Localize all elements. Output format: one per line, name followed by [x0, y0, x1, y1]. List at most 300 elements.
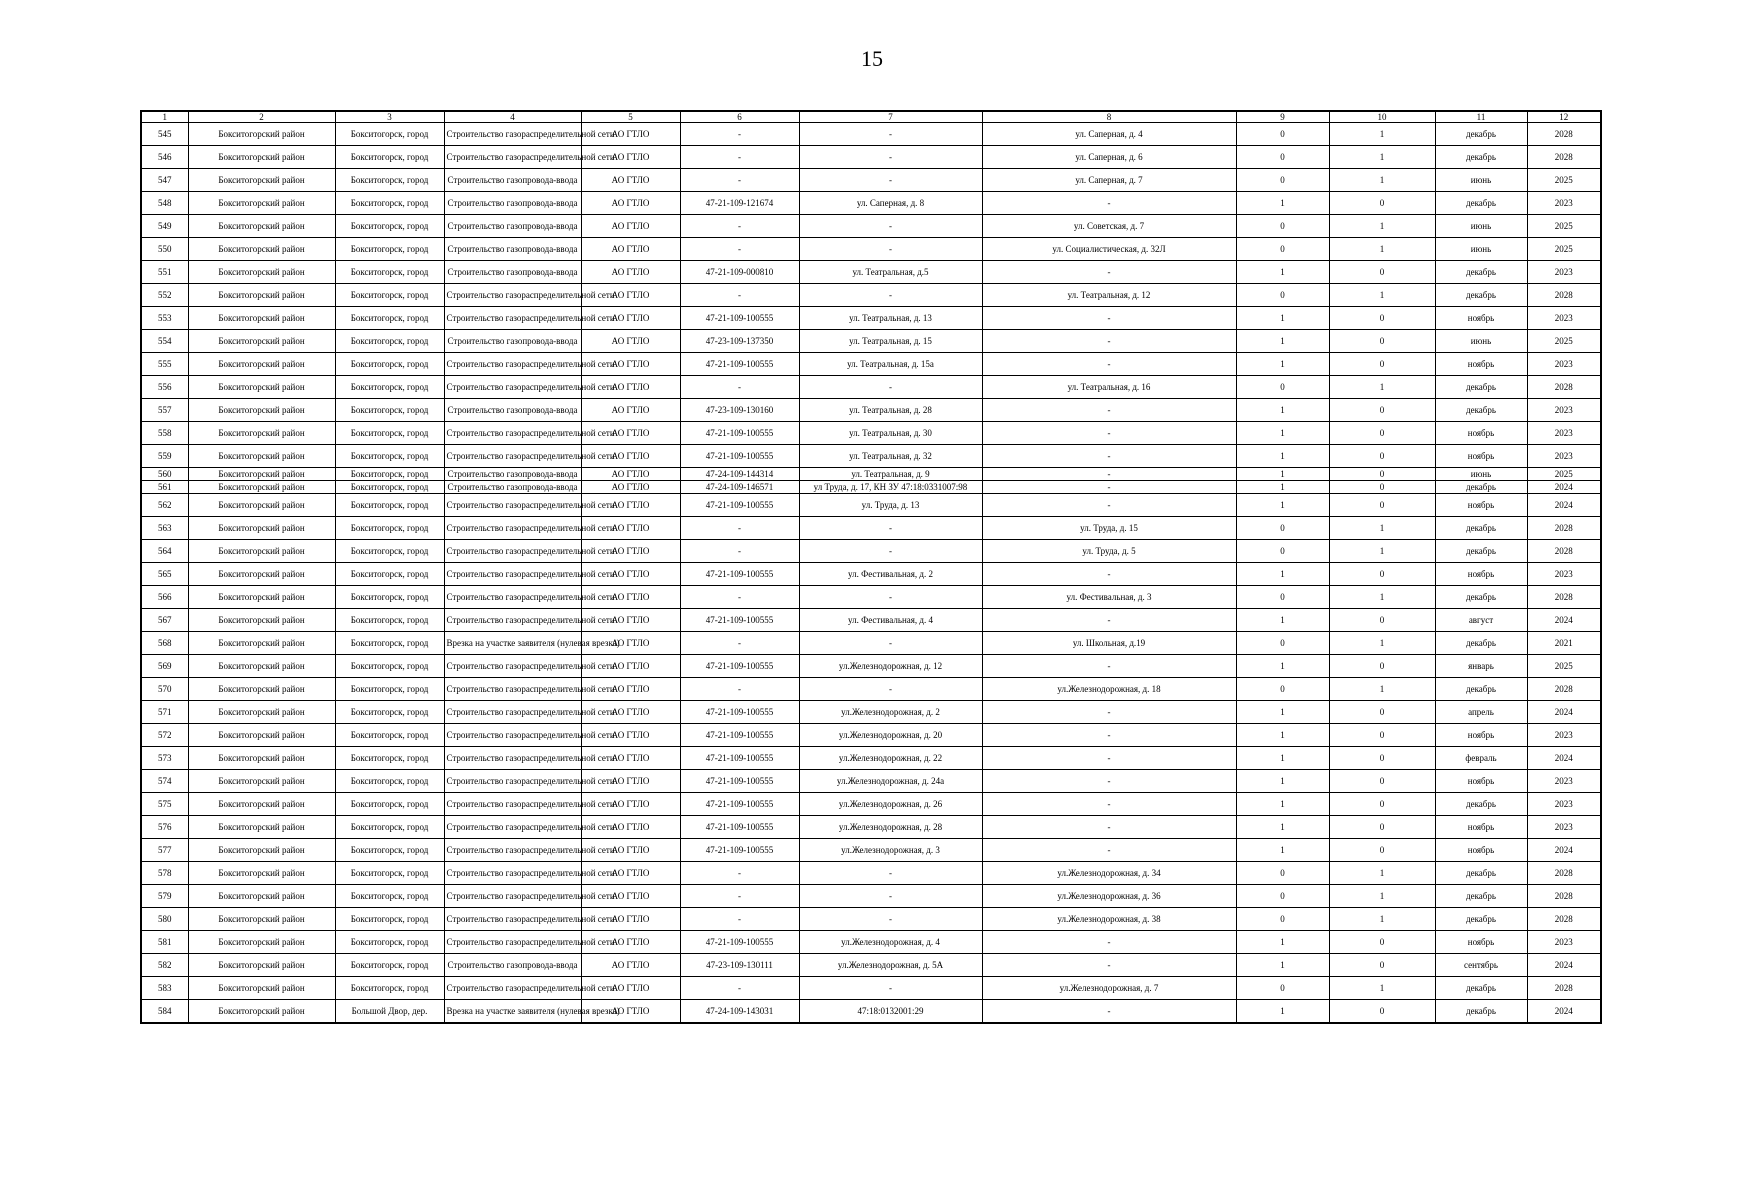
table-cell: 2028	[1527, 678, 1601, 701]
table-cell: Бокситогорский район	[188, 422, 335, 445]
table-cell: АО ГТЛО	[581, 540, 680, 563]
table-cell: Бокситогорский район	[188, 123, 335, 146]
table-cell: -	[982, 481, 1236, 494]
table-cell: 559	[141, 445, 188, 468]
table-cell: 47-21-109-100555	[680, 839, 799, 862]
table-cell: 574	[141, 770, 188, 793]
table-cell: 1	[1236, 307, 1329, 330]
table-cell: АО ГТЛО	[581, 908, 680, 931]
table-cell: 1	[1236, 770, 1329, 793]
table-row	[141, 609, 1601, 632]
table-cell: -	[799, 517, 982, 540]
table-cell: 578	[141, 862, 188, 885]
table-cell: 550	[141, 238, 188, 261]
gas-connections-table	[140, 110, 1602, 1024]
table-cell: 2023	[1527, 724, 1601, 747]
table-cell: 0	[1329, 839, 1435, 862]
table-row	[141, 632, 1601, 655]
table-cell: -	[799, 169, 982, 192]
table-cell: Строительство газораспределительной сети	[444, 307, 581, 330]
table-cell: Строительство газораспределительной сети	[444, 563, 581, 586]
table-cell: Бокситогорск, город	[335, 399, 444, 422]
table-cell: АО ГТЛО	[581, 353, 680, 376]
table-cell: ноябрь	[1435, 445, 1527, 468]
table-cell: 548	[141, 192, 188, 215]
column-header: 12	[1527, 111, 1601, 123]
table-cell: ул. Школьная, д.19	[982, 632, 1236, 655]
table-cell: Бокситогорск, город	[335, 517, 444, 540]
table-cell: -	[680, 146, 799, 169]
table-row	[141, 586, 1601, 609]
table-cell: ноябрь	[1435, 770, 1527, 793]
table-cell: 1	[1236, 747, 1329, 770]
table-cell: Бокситогорский район	[188, 261, 335, 284]
table-cell: декабрь	[1435, 678, 1527, 701]
table-cell: ул.Железнодорожная, д. 34	[982, 862, 1236, 885]
table-cell: ул.Железнодорожная, д. 24а	[799, 770, 982, 793]
table-cell: Строительство газораспределительной сети	[444, 655, 581, 678]
table-cell: АО ГТЛО	[581, 816, 680, 839]
table-row	[141, 123, 1601, 146]
table-cell: Бокситогорский район	[188, 376, 335, 399]
table-cell: 1	[1236, 1000, 1329, 1024]
table-cell: ул. Театральная, д. 15а	[799, 353, 982, 376]
table-cell: АО ГТЛО	[581, 494, 680, 517]
table-cell: декабрь	[1435, 586, 1527, 609]
table-cell: -	[799, 540, 982, 563]
table-cell: 2028	[1527, 123, 1601, 146]
table-cell: -	[799, 678, 982, 701]
table-cell: АО ГТЛО	[581, 977, 680, 1000]
table-row	[141, 563, 1601, 586]
table-cell: Бокситогорск, город	[335, 632, 444, 655]
table-cell: Бокситогорск, город	[335, 261, 444, 284]
table-row	[141, 422, 1601, 445]
table-cell: -	[680, 517, 799, 540]
table-cell: 0	[1236, 376, 1329, 399]
column-header: 6	[680, 111, 799, 123]
table-cell: 554	[141, 330, 188, 353]
table-cell: -	[680, 678, 799, 701]
table-cell: Бокситогорск, город	[335, 307, 444, 330]
table-cell: июнь	[1435, 330, 1527, 353]
table-cell: АО ГТЛО	[581, 701, 680, 724]
table-cell: -	[982, 494, 1236, 517]
table-row	[141, 330, 1601, 353]
table-cell: -	[680, 238, 799, 261]
table-cell: декабрь	[1435, 977, 1527, 1000]
table-cell: Бокситогорский район	[188, 481, 335, 494]
table-cell: 47-21-109-100555	[680, 655, 799, 678]
table-cell: -	[680, 632, 799, 655]
table-cell: 546	[141, 146, 188, 169]
table-row	[141, 1000, 1601, 1024]
table-cell: 2028	[1527, 908, 1601, 931]
table-cell: Бокситогорск, город	[335, 330, 444, 353]
table-cell: ул.Железнодорожная, д. 3	[799, 839, 982, 862]
table-cell: Строительство газораспределительной сети	[444, 908, 581, 931]
table-cell: 47-24-109-144314	[680, 468, 799, 481]
table-cell: 568	[141, 632, 188, 655]
table-cell: ул. Труда, д. 5	[982, 540, 1236, 563]
table-cell: Бокситогорск, город	[335, 445, 444, 468]
table-cell: 0	[1236, 885, 1329, 908]
table-cell: ул. Саперная, д. 6	[982, 146, 1236, 169]
table-cell: АО ГТЛО	[581, 146, 680, 169]
table-cell: АО ГТЛО	[581, 307, 680, 330]
table-cell: АО ГТЛО	[581, 284, 680, 307]
table-cell: Бокситогорский район	[188, 954, 335, 977]
table-cell: 0	[1329, 261, 1435, 284]
table-cell: АО ГТЛО	[581, 123, 680, 146]
table-row	[141, 353, 1601, 376]
table-cell: Строительство газопровода-ввода	[444, 169, 581, 192]
table-cell: Строительство газопровода-ввода	[444, 481, 581, 494]
table-cell: -	[680, 376, 799, 399]
table-cell: 0	[1329, 353, 1435, 376]
table-cell: АО ГТЛО	[581, 399, 680, 422]
table-cell: АО ГТЛО	[581, 445, 680, 468]
table-cell: Бокситогорск, город	[335, 540, 444, 563]
table-cell: 571	[141, 701, 188, 724]
table-cell: АО ГТЛО	[581, 839, 680, 862]
table-cell: -	[982, 770, 1236, 793]
table-cell: Строительство газопровода-ввода	[444, 399, 581, 422]
table-cell: Бокситогорск, город	[335, 816, 444, 839]
column-header: 7	[799, 111, 982, 123]
table-cell: ул. Саперная, д. 7	[982, 169, 1236, 192]
table-cell: ноябрь	[1435, 422, 1527, 445]
table-cell: Бокситогорский район	[188, 586, 335, 609]
table-cell: 47-21-109-121674	[680, 192, 799, 215]
table-cell: -	[982, 399, 1236, 422]
table-cell: -	[982, 793, 1236, 816]
table-cell: ул.Железнодорожная, д. 26	[799, 793, 982, 816]
table-row	[141, 793, 1601, 816]
table-cell: 2024	[1527, 954, 1601, 977]
table-cell: 0	[1329, 770, 1435, 793]
table-cell: 47-24-109-143031	[680, 1000, 799, 1024]
table-cell: Бокситогорский район	[188, 908, 335, 931]
table-cell: ул. Театральная, д. 16	[982, 376, 1236, 399]
table-cell: 0	[1236, 632, 1329, 655]
table-cell: Строительство газораспределительной сети	[444, 586, 581, 609]
table-cell: -	[799, 215, 982, 238]
table-cell: -	[982, 931, 1236, 954]
table-cell: 2025	[1527, 215, 1601, 238]
table-cell: АО ГТЛО	[581, 678, 680, 701]
table-cell: АО ГТЛО	[581, 261, 680, 284]
table-cell: 545	[141, 123, 188, 146]
table-cell: 0	[1329, 468, 1435, 481]
table-cell: -	[799, 977, 982, 1000]
table-cell: 560	[141, 468, 188, 481]
table-row	[141, 747, 1601, 770]
table-cell: 2024	[1527, 1000, 1601, 1024]
table-cell: Бокситогорский район	[188, 632, 335, 655]
table-cell: -	[982, 330, 1236, 353]
table-cell: 572	[141, 724, 188, 747]
table-cell: ул. Театральная, д. 9	[799, 468, 982, 481]
table-cell: -	[982, 468, 1236, 481]
table-cell: 1	[1236, 445, 1329, 468]
table-cell: 1	[1329, 885, 1435, 908]
table-cell: -	[799, 146, 982, 169]
table-cell: АО ГТЛО	[581, 422, 680, 445]
table-cell: ноябрь	[1435, 353, 1527, 376]
table-cell: 557	[141, 399, 188, 422]
table-cell: 2023	[1527, 563, 1601, 586]
table-cell: Бокситогорский район	[188, 747, 335, 770]
table-cell: 2025	[1527, 655, 1601, 678]
table-cell: 1	[1329, 169, 1435, 192]
table-cell: август	[1435, 609, 1527, 632]
table-cell: -	[982, 839, 1236, 862]
table-cell: Бокситогорск, город	[335, 376, 444, 399]
column-header: 2	[188, 111, 335, 123]
table-cell: -	[982, 261, 1236, 284]
table-cell: 2025	[1527, 238, 1601, 261]
table-cell: ул. Труда, д. 15	[982, 517, 1236, 540]
table-cell: 2023	[1527, 816, 1601, 839]
table-row	[141, 445, 1601, 468]
table-cell: 1	[1236, 839, 1329, 862]
table-cell: Строительство газораспределительной сети	[444, 517, 581, 540]
table-cell: АО ГТЛО	[581, 655, 680, 678]
table-cell: АО ГТЛО	[581, 517, 680, 540]
table-cell: Врезка на участке заявителя (нулевая врезка)	[444, 632, 581, 655]
table-cell: -	[680, 977, 799, 1000]
table-cell: -	[799, 123, 982, 146]
column-header: 3	[335, 111, 444, 123]
table-row	[141, 724, 1601, 747]
table-cell: 575	[141, 793, 188, 816]
table-cell: АО ГТЛО	[581, 169, 680, 192]
table-cell: Строительство газопровода-ввода	[444, 330, 581, 353]
table-cell: 0	[1329, 192, 1435, 215]
table-cell: 0	[1329, 609, 1435, 632]
table-cell: Строительство газораспределительной сети	[444, 793, 581, 816]
table-cell: 1	[1329, 284, 1435, 307]
table-cell: ул. Театральная, д. 15	[799, 330, 982, 353]
table-cell: 0	[1236, 169, 1329, 192]
table-row	[141, 839, 1601, 862]
table-row	[141, 192, 1601, 215]
table-cell: 2028	[1527, 586, 1601, 609]
table-cell: Бокситогорск, город	[335, 146, 444, 169]
table-row	[141, 885, 1601, 908]
column-header: 11	[1435, 111, 1527, 123]
table-row	[141, 931, 1601, 954]
table-cell: ул. Театральная, д. 28	[799, 399, 982, 422]
table-cell: Бокситогорск, город	[335, 977, 444, 1000]
table-cell: -	[799, 885, 982, 908]
table-cell: 1	[1236, 701, 1329, 724]
table-cell: ул.Железнодорожная, д. 18	[982, 678, 1236, 701]
table-cell: Бокситогорск, город	[335, 747, 444, 770]
table-cell: Строительство газораспределительной сети	[444, 885, 581, 908]
table-cell: Строительство газопровода-ввода	[444, 261, 581, 284]
table-cell: 47-21-109-100555	[680, 563, 799, 586]
table-cell: февраль	[1435, 747, 1527, 770]
table-cell: 547	[141, 169, 188, 192]
table-cell: ул.Железнодорожная, д. 5А	[799, 954, 982, 977]
table-cell: Бокситогорский район	[188, 169, 335, 192]
table-cell: -	[982, 422, 1236, 445]
table-cell: 47-21-109-100555	[680, 307, 799, 330]
column-header: 8	[982, 111, 1236, 123]
table-cell: АО ГТЛО	[581, 632, 680, 655]
table-cell: 1	[1236, 931, 1329, 954]
table-cell: 551	[141, 261, 188, 284]
table-cell: декабрь	[1435, 908, 1527, 931]
table-cell: Строительство газораспределительной сети	[444, 284, 581, 307]
table-cell: 1	[1329, 586, 1435, 609]
table-cell: Бокситогорск, город	[335, 169, 444, 192]
table-cell: 0	[1329, 747, 1435, 770]
table-cell: АО ГТЛО	[581, 747, 680, 770]
table-cell: Бокситогорск, город	[335, 701, 444, 724]
table-cell: Бокситогорский район	[188, 399, 335, 422]
table-row	[141, 376, 1601, 399]
table-cell: Бокситогорск, город	[335, 284, 444, 307]
table-cell: ул.Железнодорожная, д. 28	[799, 816, 982, 839]
table-cell: 558	[141, 422, 188, 445]
table-cell: 1	[1236, 609, 1329, 632]
table-cell: АО ГТЛО	[581, 481, 680, 494]
table-cell: 47-21-109-100555	[680, 494, 799, 517]
table-cell: -	[799, 862, 982, 885]
table-cell: 2021	[1527, 632, 1601, 655]
table-cell: ул.Железнодорожная, д. 12	[799, 655, 982, 678]
table-cell: Строительство газораспределительной сети	[444, 422, 581, 445]
table-row	[141, 517, 1601, 540]
table-row	[141, 954, 1601, 977]
table-cell: АО ГТЛО	[581, 1000, 680, 1024]
table-cell: Строительство газораспределительной сети	[444, 123, 581, 146]
table-cell: Бокситогорский район	[188, 678, 335, 701]
table-cell: -	[982, 655, 1236, 678]
table-cell: 47-21-109-100555	[680, 770, 799, 793]
table-cell: Строительство газопровода-ввода	[444, 954, 581, 977]
table-cell: 1	[1236, 793, 1329, 816]
table-cell: Строительство газораспределительной сети	[444, 376, 581, 399]
table-cell: Бокситогорск, город	[335, 609, 444, 632]
table-cell: Бокситогорск, город	[335, 586, 444, 609]
table-cell: -	[982, 445, 1236, 468]
table-cell: Бокситогорский район	[188, 517, 335, 540]
table-cell: -	[799, 238, 982, 261]
table-cell: -	[680, 284, 799, 307]
table-cell: 47-21-109-100555	[680, 747, 799, 770]
table-cell: ул. Театральная, д.5	[799, 261, 982, 284]
table-cell: Строительство газопровода-ввода	[444, 215, 581, 238]
table-cell: ул. Социалистическая, д. 32Л	[982, 238, 1236, 261]
table-cell: 0	[1236, 215, 1329, 238]
table-cell: ул.Железнодорожная, д. 2	[799, 701, 982, 724]
table-cell: 0	[1329, 422, 1435, 445]
table-cell: Бокситогорск, город	[335, 862, 444, 885]
table-cell: 0	[1236, 238, 1329, 261]
table-cell: ноябрь	[1435, 724, 1527, 747]
table-cell: 1	[1236, 261, 1329, 284]
table-cell: декабрь	[1435, 540, 1527, 563]
table-cell: 2024	[1527, 609, 1601, 632]
table-cell: Бокситогорский район	[188, 494, 335, 517]
table-cell: 1	[1329, 215, 1435, 238]
table-cell: 2028	[1527, 517, 1601, 540]
table-cell: 1	[1329, 678, 1435, 701]
table-row	[141, 261, 1601, 284]
table-cell: ул. Театральная, д. 13	[799, 307, 982, 330]
table-cell: 573	[141, 747, 188, 770]
table-cell: Бокситогорский район	[188, 307, 335, 330]
page-number: 15	[861, 46, 883, 71]
table-cell: 1	[1329, 632, 1435, 655]
table-cell: -	[799, 284, 982, 307]
table-row	[141, 908, 1601, 931]
table-row	[141, 678, 1601, 701]
table-cell: 577	[141, 839, 188, 862]
table-cell: 2024	[1527, 701, 1601, 724]
table-cell: АО ГТЛО	[581, 609, 680, 632]
table-cell: АО ГТЛО	[581, 793, 680, 816]
table-cell: ул.Железнодорожная, д. 36	[982, 885, 1236, 908]
table-cell: ул. Фестивальная, д. 2	[799, 563, 982, 586]
table-cell: Бокситогорск, город	[335, 481, 444, 494]
table-cell: ул.Железнодорожная, д. 38	[982, 908, 1236, 931]
header-row	[141, 111, 1601, 123]
table-cell: 0	[1329, 399, 1435, 422]
table-cell: -	[982, 609, 1236, 632]
table-cell: декабрь	[1435, 192, 1527, 215]
table-cell: 0	[1236, 977, 1329, 1000]
table-cell: декабрь	[1435, 793, 1527, 816]
table-cell: 0	[1329, 816, 1435, 839]
table-cell: АО ГТЛО	[581, 586, 680, 609]
table-cell: 47-21-109-100555	[680, 724, 799, 747]
table-cell: 1	[1236, 468, 1329, 481]
table-cell: 1	[1236, 724, 1329, 747]
table-cell: 2028	[1527, 376, 1601, 399]
table-cell: АО ГТЛО	[581, 376, 680, 399]
table-cell: АО ГТЛО	[581, 215, 680, 238]
table-cell: 549	[141, 215, 188, 238]
table-cell: Строительство газораспределительной сети	[444, 977, 581, 1000]
table-cell: 1	[1329, 238, 1435, 261]
table-cell: Строительство газораспределительной сети	[444, 494, 581, 517]
table-cell: 0	[1236, 123, 1329, 146]
table-cell: ул. Театральная, д. 30	[799, 422, 982, 445]
table-cell: Бокситогорск, город	[335, 678, 444, 701]
table-cell: Строительство газораспределительной сети	[444, 839, 581, 862]
table-cell: Бокситогорский район	[188, 445, 335, 468]
table-cell: Бокситогорский район	[188, 931, 335, 954]
table-cell: декабрь	[1435, 261, 1527, 284]
table-cell: Строительство газопровода-ввода	[444, 192, 581, 215]
table-cell: 47-21-109-100555	[680, 445, 799, 468]
table-row	[141, 540, 1601, 563]
table-cell: Строительство газораспределительной сети	[444, 931, 581, 954]
table-cell: Бокситогорский район	[188, 793, 335, 816]
table-row	[141, 481, 1601, 494]
table-cell: Бокситогорск, город	[335, 931, 444, 954]
table-cell: Бокситогорск, город	[335, 954, 444, 977]
table-cell: 561	[141, 481, 188, 494]
table-cell: ул.Железнодорожная, д. 20	[799, 724, 982, 747]
table-cell: 569	[141, 655, 188, 678]
table-cell: Бокситогорск, город	[335, 123, 444, 146]
